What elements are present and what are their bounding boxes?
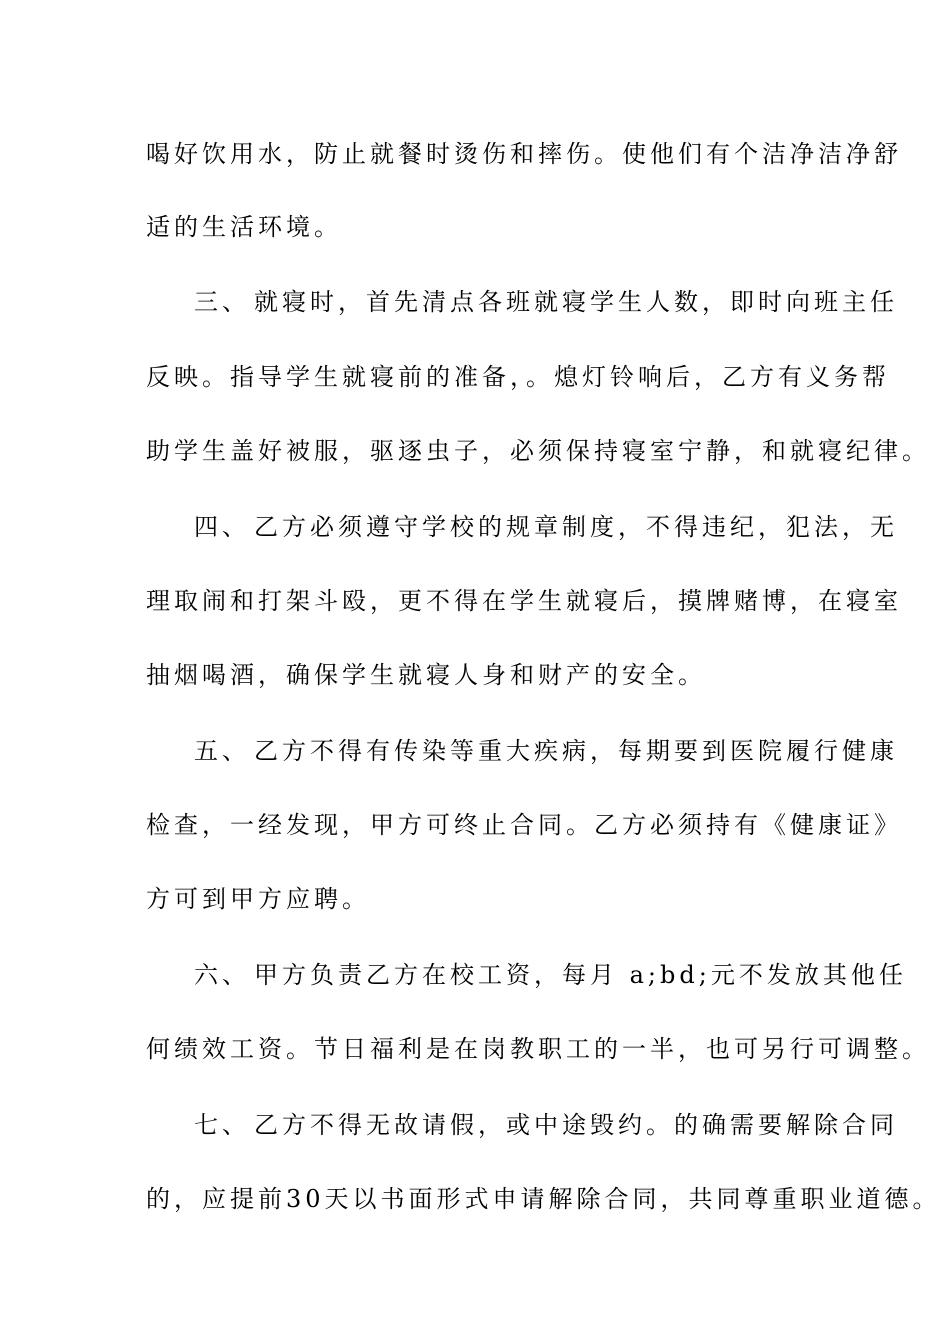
line-text: 的，应提前30天以书面形式申请解除合同，共同尊重职业道德。 (146, 1185, 941, 1213)
line-text: 乙方不得无故请假，或中途毁约。的确需要解除合同 (254, 1111, 898, 1139)
line-text: 检查，一经发现，甲方可终止合同。乙方必须持有《健康证》 (146, 811, 902, 839)
paragraph-line (146, 1184, 941, 1214)
line-text: 助学生盖好被服，驱逐虫子，必须保持寝室宁静，和就寝纪律。 (146, 437, 930, 465)
line-text: 理取闹和打架斗殴，更不得在学生就寝后，摸牌赌博，在寝室 (146, 587, 902, 615)
paragraph-line (146, 884, 826, 914)
line-text: 何绩效工资。节日福利是在岗教职工的一半，也可另行可调整。 (146, 1035, 930, 1063)
line-text: 乙方不得有传染等重大疾病，每期要到医院履行健康 (254, 737, 898, 765)
paragraph-line (146, 436, 930, 466)
paragraph-line (146, 139, 902, 169)
line-text: 方可到甲方应聘。 (146, 885, 370, 913)
section-7-first-line (194, 1110, 898, 1140)
paragraph-line (146, 1034, 930, 1064)
section-number: 四、 (194, 513, 250, 541)
line-text: 就寝时，首先清点各班就寝学生人数，即时向班主任 (254, 288, 898, 316)
line-text: 甲方负责乙方在校工资，每月 a;bd;元不发放其他任 (254, 961, 907, 989)
section-3-first-line (194, 287, 898, 317)
section-number: 六、 (194, 961, 250, 989)
line-text: 反映。指导学生就寝前的准备，。熄灯铃响后，乙方有义务帮 (146, 363, 890, 391)
line-text: 乙方必须遵守学校的规章制度，不得违纪，犯法，无 (254, 513, 898, 541)
line-text: 喝好饮用水，防止就餐时烫伤和摔伤。使他们有个洁净洁净舒 (146, 140, 902, 168)
paragraph-line (146, 810, 902, 840)
section-number: 七、 (194, 1111, 250, 1139)
section-number: 三、 (194, 288, 250, 316)
section-number: 五、 (194, 737, 250, 765)
paragraph-line (146, 362, 890, 392)
section-5-first-line (194, 736, 898, 766)
line-text: 抽烟喝酒，确保学生就寝人身和财产的安全。 (146, 661, 706, 689)
line-text: 适的生活环境。 (146, 213, 342, 241)
section-6-first-line (194, 960, 907, 990)
section-4-first-line (194, 512, 898, 542)
paragraph-line (146, 660, 826, 690)
paragraph-line (146, 586, 902, 616)
paragraph-line (146, 212, 826, 242)
